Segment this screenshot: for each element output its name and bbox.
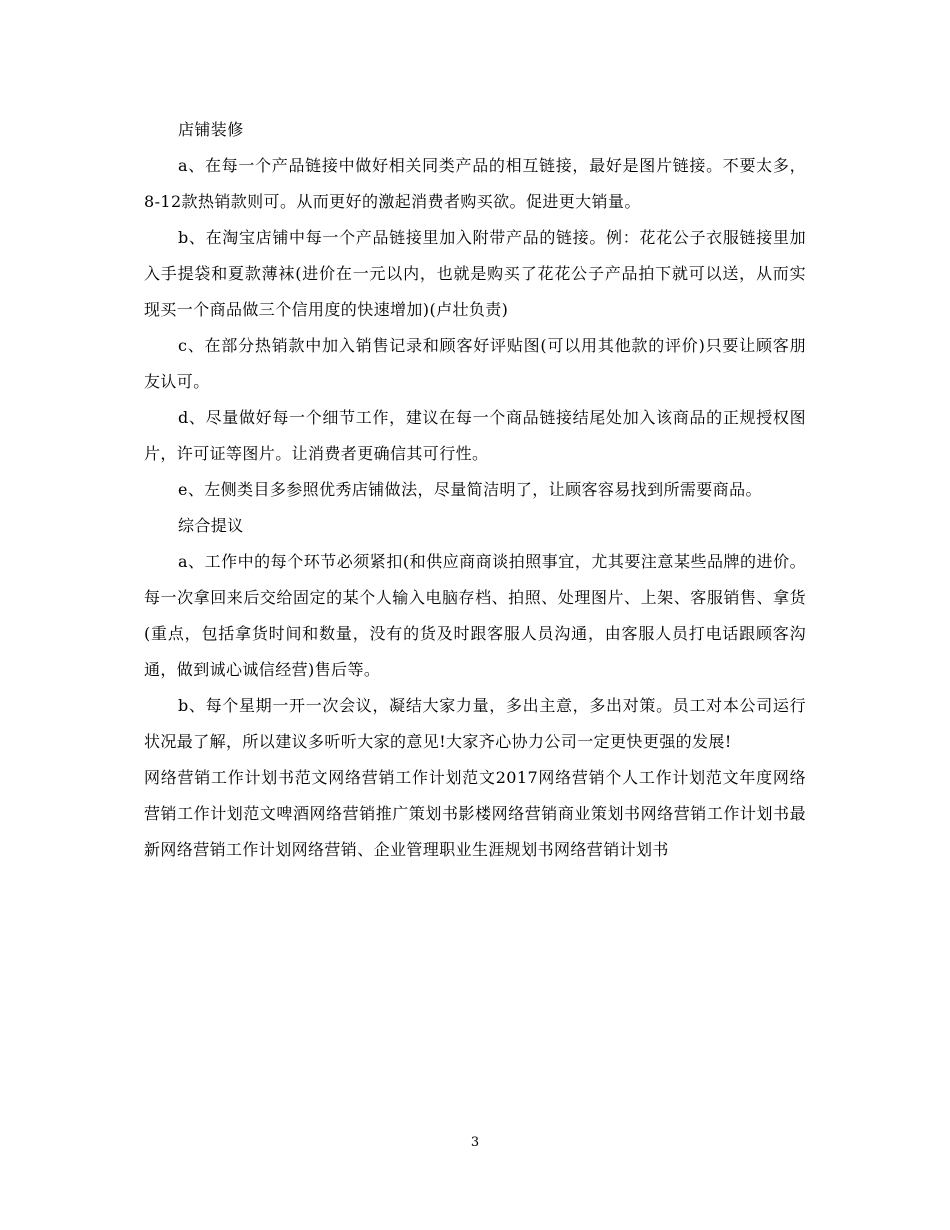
store-decoration-item-a: a、在每一个产品链接中做好相关同类产品的相互链接，最好是图片链接。不要太多，8-12款热销款则可。从而更好的激起消费者购买欲。促进更大销量。 [144,156,806,211]
related-links-text: 网络营销工作计划书范文网络营销工作计划范文2017网络营销个人工作计划范文年度网络营销工作计划范文啤酒网络营销推广策划书影楼网络营销商业策划书网络营销工作计划书最新网络营销工作计划网络营销、企业管理职业生涯规划书网络营销计划书 [144,768,806,859]
section-heading-general-suggestions: 综合提议 [178,516,244,535]
store-decoration-item-b: b、在淘宝店铺中每一个产品链接里加入附带产品的链接。例：花花公子衣服链接里加入手提袋和夏款薄袜(进价在一元以内，也就是购买了花花公子产品拍下就可以送，从而实现买一个商品做三个信用度的快速增加)(卢壮负责) [144,228,806,319]
store-decoration-item-e: e、左侧类目多参照优秀店铺做法，尽量简洁明了，让顾客容易找到所需要商品。 [178,480,762,499]
document-body [144,112,806,868]
general-suggestions-item-b: b、每个星期一开一次会议，凝结大家力量，多出主意，多出对策。员工对本公司运行状况最了解，所以建议多听听大家的意见!大家齐心协力公司一定更快更强的发展! [144,696,806,751]
section-heading-store-decoration: 店铺装修 [178,120,244,139]
general-suggestions-item-a: a、工作中的每个环节必须紧扣(和供应商商谈拍照事宜，尤其要注意某些品牌的进价。每一次拿回来后交给固定的某个人输入电脑存档、拍照、处理图片、上架、客服销售、拿货(重点，包括拿货时间和数量，没有的货及时跟客服人员沟通，由客服人员打电话跟顾客沟通，做到诚心诚信经营)售后等。 [144,552,806,679]
page-number: 3 [470,1135,480,1150]
store-decoration-item-d: d、尽量做好每一个细节工作，建议在每一个商品链接结尾处加入该商品的正规授权图片，许可证等图片。让消费者更确信其可行性。 [144,408,806,463]
store-decoration-item-c: c、在部分热销款中加入销售记录和顾客好评贴图(可以用其他款的评价)只要让顾客朋友认可。 [144,336,806,391]
